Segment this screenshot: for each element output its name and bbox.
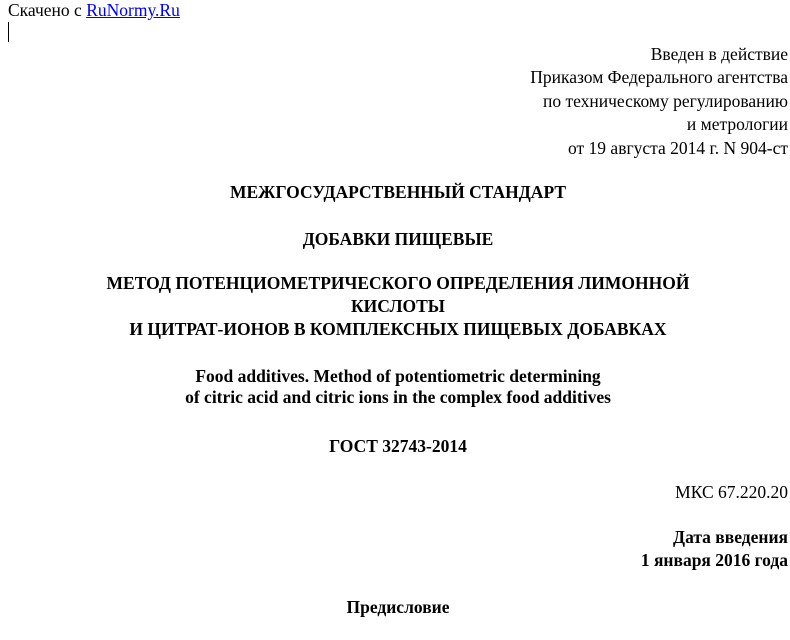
english-title-line: of citric acid and citric ions in the complex food additives: [185, 387, 611, 407]
document-title: ДОБАВКИ ПИЩЕВЫЕ: [302, 229, 494, 249]
subtitle-line: И ЦИТРАТ-ИОНОВ В КОМПЛЕКСНЫХ ПИЩЕВЫХ ДОБАВКАХ: [129, 319, 667, 339]
english-title: [0, 366, 790, 408]
gost-code: ГОСТ 32743-2014: [329, 436, 467, 456]
foreword-heading: Предисловие: [346, 597, 450, 617]
intro-date-value: 1 января 2016 года: [640, 550, 788, 570]
enactment-block: [530, 43, 788, 160]
subtitle-line: МЕТОД ПОТЕНЦИОМЕТРИЧЕСКОГО ОПРЕДЕЛЕНИЯ ЛИМОННОЙ: [106, 273, 690, 293]
document-subtitle: [0, 272, 790, 341]
subtitle-line: КИСЛОТЫ: [350, 296, 445, 316]
enactment-line: по техническому регулированию: [542, 90, 788, 111]
source-note: [8, 0, 180, 20]
intro-date-block: [641, 526, 788, 572]
standard-type-heading: МЕЖГОСУДАРСТВЕННЫЙ СТАНДАРТ: [229, 182, 567, 202]
text-cursor: [8, 22, 9, 42]
mks-code: МКС 67.220.20: [675, 482, 788, 502]
enactment-line: и метрологии: [686, 114, 788, 135]
english-title-line: Food additives. Method of potentiometric determining: [195, 366, 601, 386]
source-prefix: Скачено с: [8, 0, 87, 20]
enactment-line: от 19 августа 2014 г. N 904-ст: [568, 137, 788, 158]
source-link[interactable]: RuNormy.Ru: [86, 0, 180, 20]
intro-date-label: Дата введения: [673, 527, 788, 547]
enactment-line: Приказом Федерального агентства: [530, 67, 788, 88]
enactment-line: Введен в действие: [650, 44, 788, 64]
